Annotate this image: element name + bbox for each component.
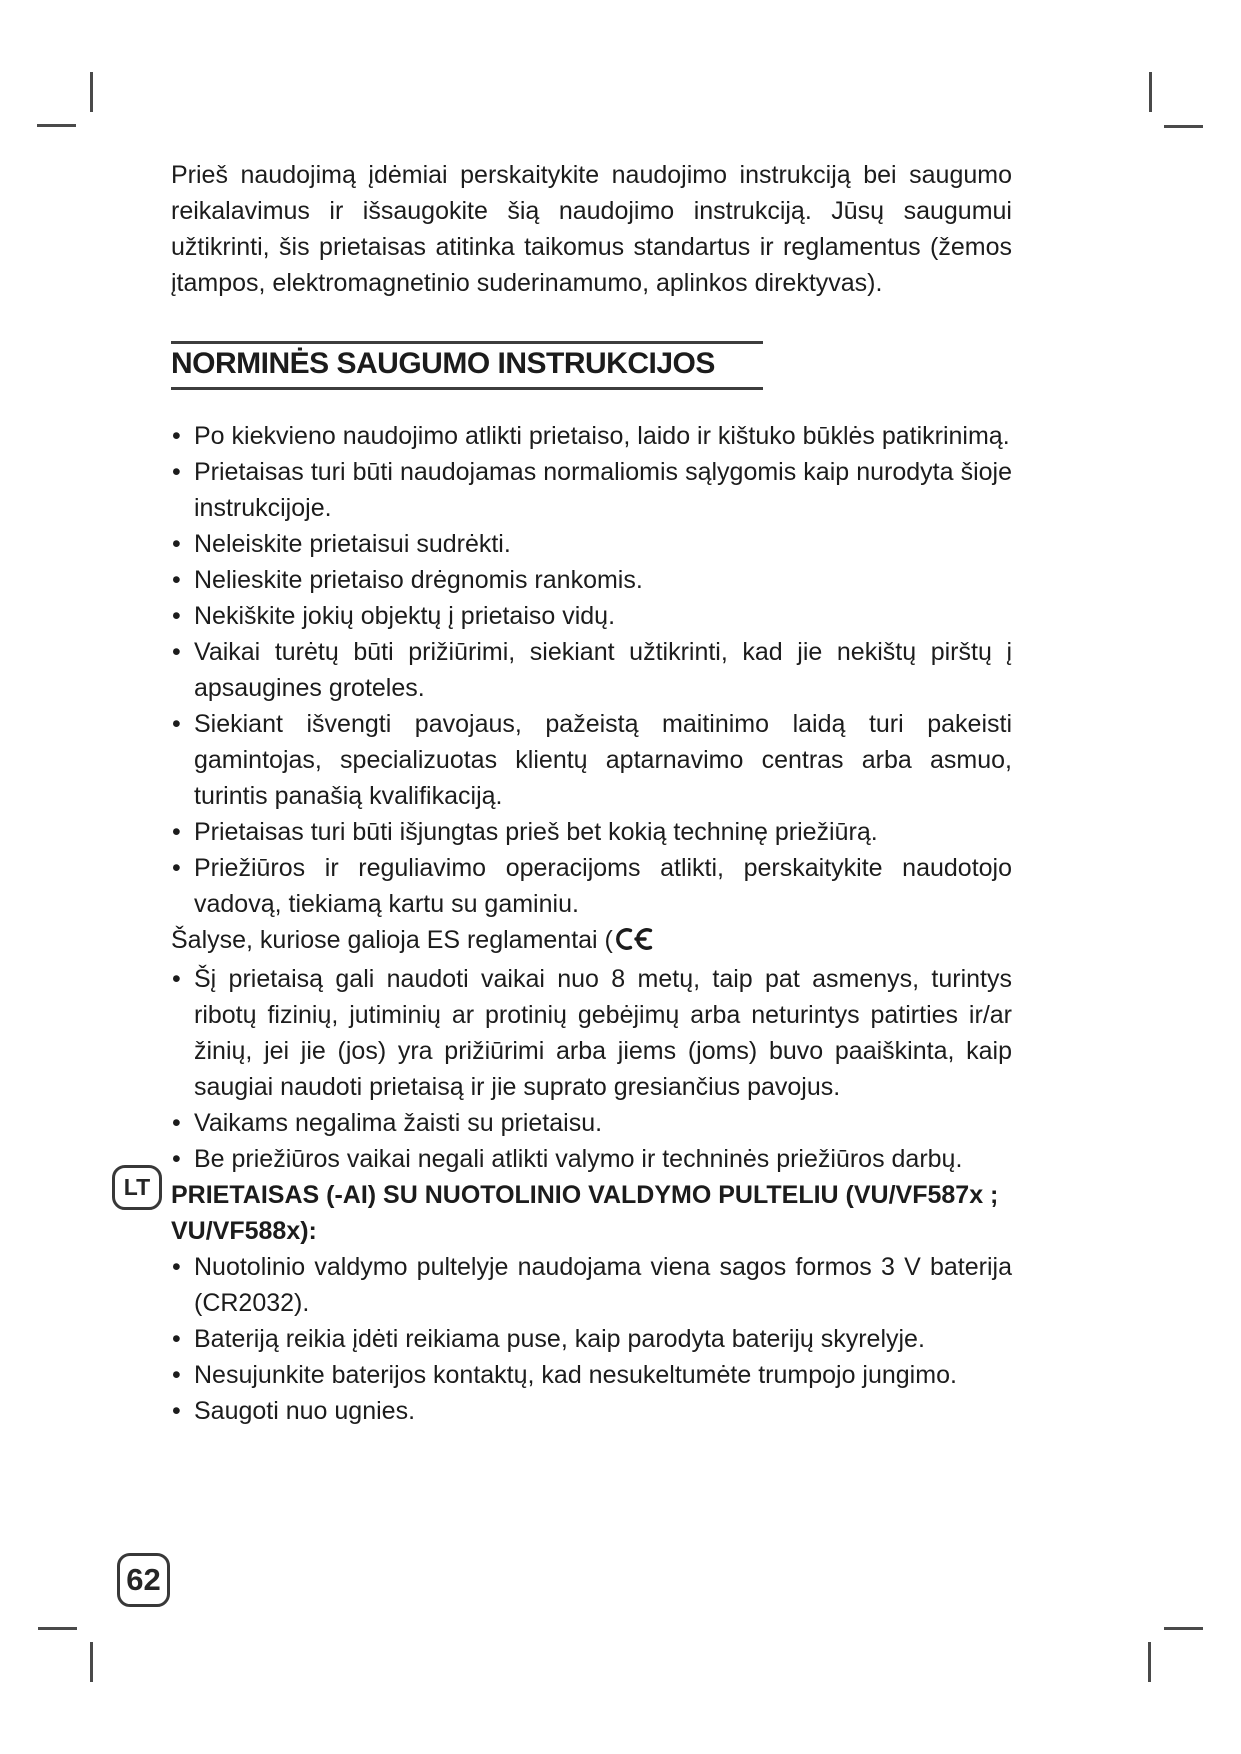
rule-item: • Šį prietaisą gali naudoti vaikai nuo 8 metų, taip pat asmenys, turintys ribotų fizinių, jutiminių ar protinių gebėjimų arba neturintys patirties ir/ar žinių, jei jie (jos) yra prižiūrimi arba jiems (joms) buvo paaiškinta, kaip saugiai naudoti prietaisą ir jie suprato gresiančius pavojus.	[171, 961, 1012, 1105]
section-title: NORMINĖS SAUGUMO INSTRUKCIJOS	[171, 341, 763, 390]
remote-section-heading: PRIETAISAS (-AI) SU NUOTOLINIO VALDYMO PULTELIU (VU/VF587x ; VU/VF588x):	[171, 1181, 999, 1245]
crop-mark-bottom-left-horizontal	[38, 1627, 77, 1630]
safety-rules-list	[171, 418, 1012, 922]
crop-mark-top-right-vertical	[1149, 72, 1152, 112]
crop-mark-bottom-right-horizontal	[1164, 1627, 1203, 1630]
rule-item: • Vaikai turėtų būti prižiūrimi, siekiant užtikrinti, kad jie nekištų pirštų į apsaugines groteles.	[171, 634, 1012, 706]
crop-mark-top-left-horizontal	[37, 124, 76, 127]
rule-item: • Nuotolinio valdymo pultelyje naudojama viena sagos formos 3 V baterija (CR2032).	[171, 1249, 1012, 1321]
rule-item: • Nelieskite prietaiso drėgnomis rankomis.	[171, 562, 1012, 598]
rule-item: • Siekiant išvengti pavojaus, pažeistą maitinimo laidą turi pakeisti gamintojas, specializuotas klientų aptarnavimo centras arba asmuo, turintis panašią kvalifikaciją.	[171, 706, 1012, 814]
ce-regulation-line	[171, 922, 1012, 961]
rule-item: • Neleiskite prietaisui sudrėkti.	[171, 526, 1012, 562]
rule-item: • Be priežiūros vaikai negali atlikti valymo ir techninės priežiūros darbų.	[171, 1141, 1012, 1177]
crop-mark-top-right-horizontal	[1164, 125, 1203, 128]
rule-item: • Priežiūros ir reguliavimo operacijoms atlikti, perskaitykite naudotojo vadovą, tiekiamą kartu su gaminiu.	[171, 850, 1012, 922]
ce-mark-icon	[615, 925, 653, 961]
ce-line-text: Šalyse, kuriose galioja ES reglamentai (	[171, 926, 613, 954]
crop-mark-bottom-left-vertical	[90, 1642, 93, 1682]
rule-item: • Nekiškite jokių objektų į prietaiso vidų.	[171, 598, 1012, 634]
intro-paragraph: Prieš naudojimą įdėmiai perskaitykite naudojimo instrukciją bei saugumo reikalavimus ir išsaugokite šią naudojimo instrukciją. Jūsų saugumui užtikrinti, šis prietaisas atitinka taikomus standartus ir reglamentus (žemos įtampos, elektromagnetinio suderinamumo, aplinkos direktyvas).	[171, 161, 1012, 297]
crop-mark-bottom-right-vertical	[1148, 1642, 1151, 1682]
rule-item: • Prietaisas turi būti naudojamas normaliomis sąlygomis kaip nurodyta šioje instrukcijoje.	[171, 454, 1012, 526]
rule-item: • Vaikams negalima žaisti su prietaisu.	[171, 1105, 1012, 1141]
rule-item: • Prietaisas turi būti išjungtas prieš bet kokią techninę priežiūrą.	[171, 814, 1012, 850]
rule-item: • Bateriją reikia įdėti reikiama puse, kaip parodyta baterijų skyrelyje.	[171, 1321, 1012, 1357]
language-badge: LT	[112, 1165, 162, 1210]
rule-item: • Saugoti nuo ugnies.	[171, 1393, 1012, 1429]
rule-item: • Po kiekvieno naudojimo atlikti prietaiso, laido ir kištuko būklės patikrinimą.	[171, 418, 1012, 454]
remote-rules-list	[171, 1249, 1012, 1429]
crop-mark-top-left-vertical	[90, 72, 93, 112]
page-number-badge: 62	[117, 1553, 170, 1607]
text-column	[171, 157, 1012, 1429]
safety-rules-list-2	[171, 961, 1012, 1177]
rule-item: • Nesujunkite baterijos kontaktų, kad nesukeltumėte trumpojo jungimo.	[171, 1357, 1012, 1393]
